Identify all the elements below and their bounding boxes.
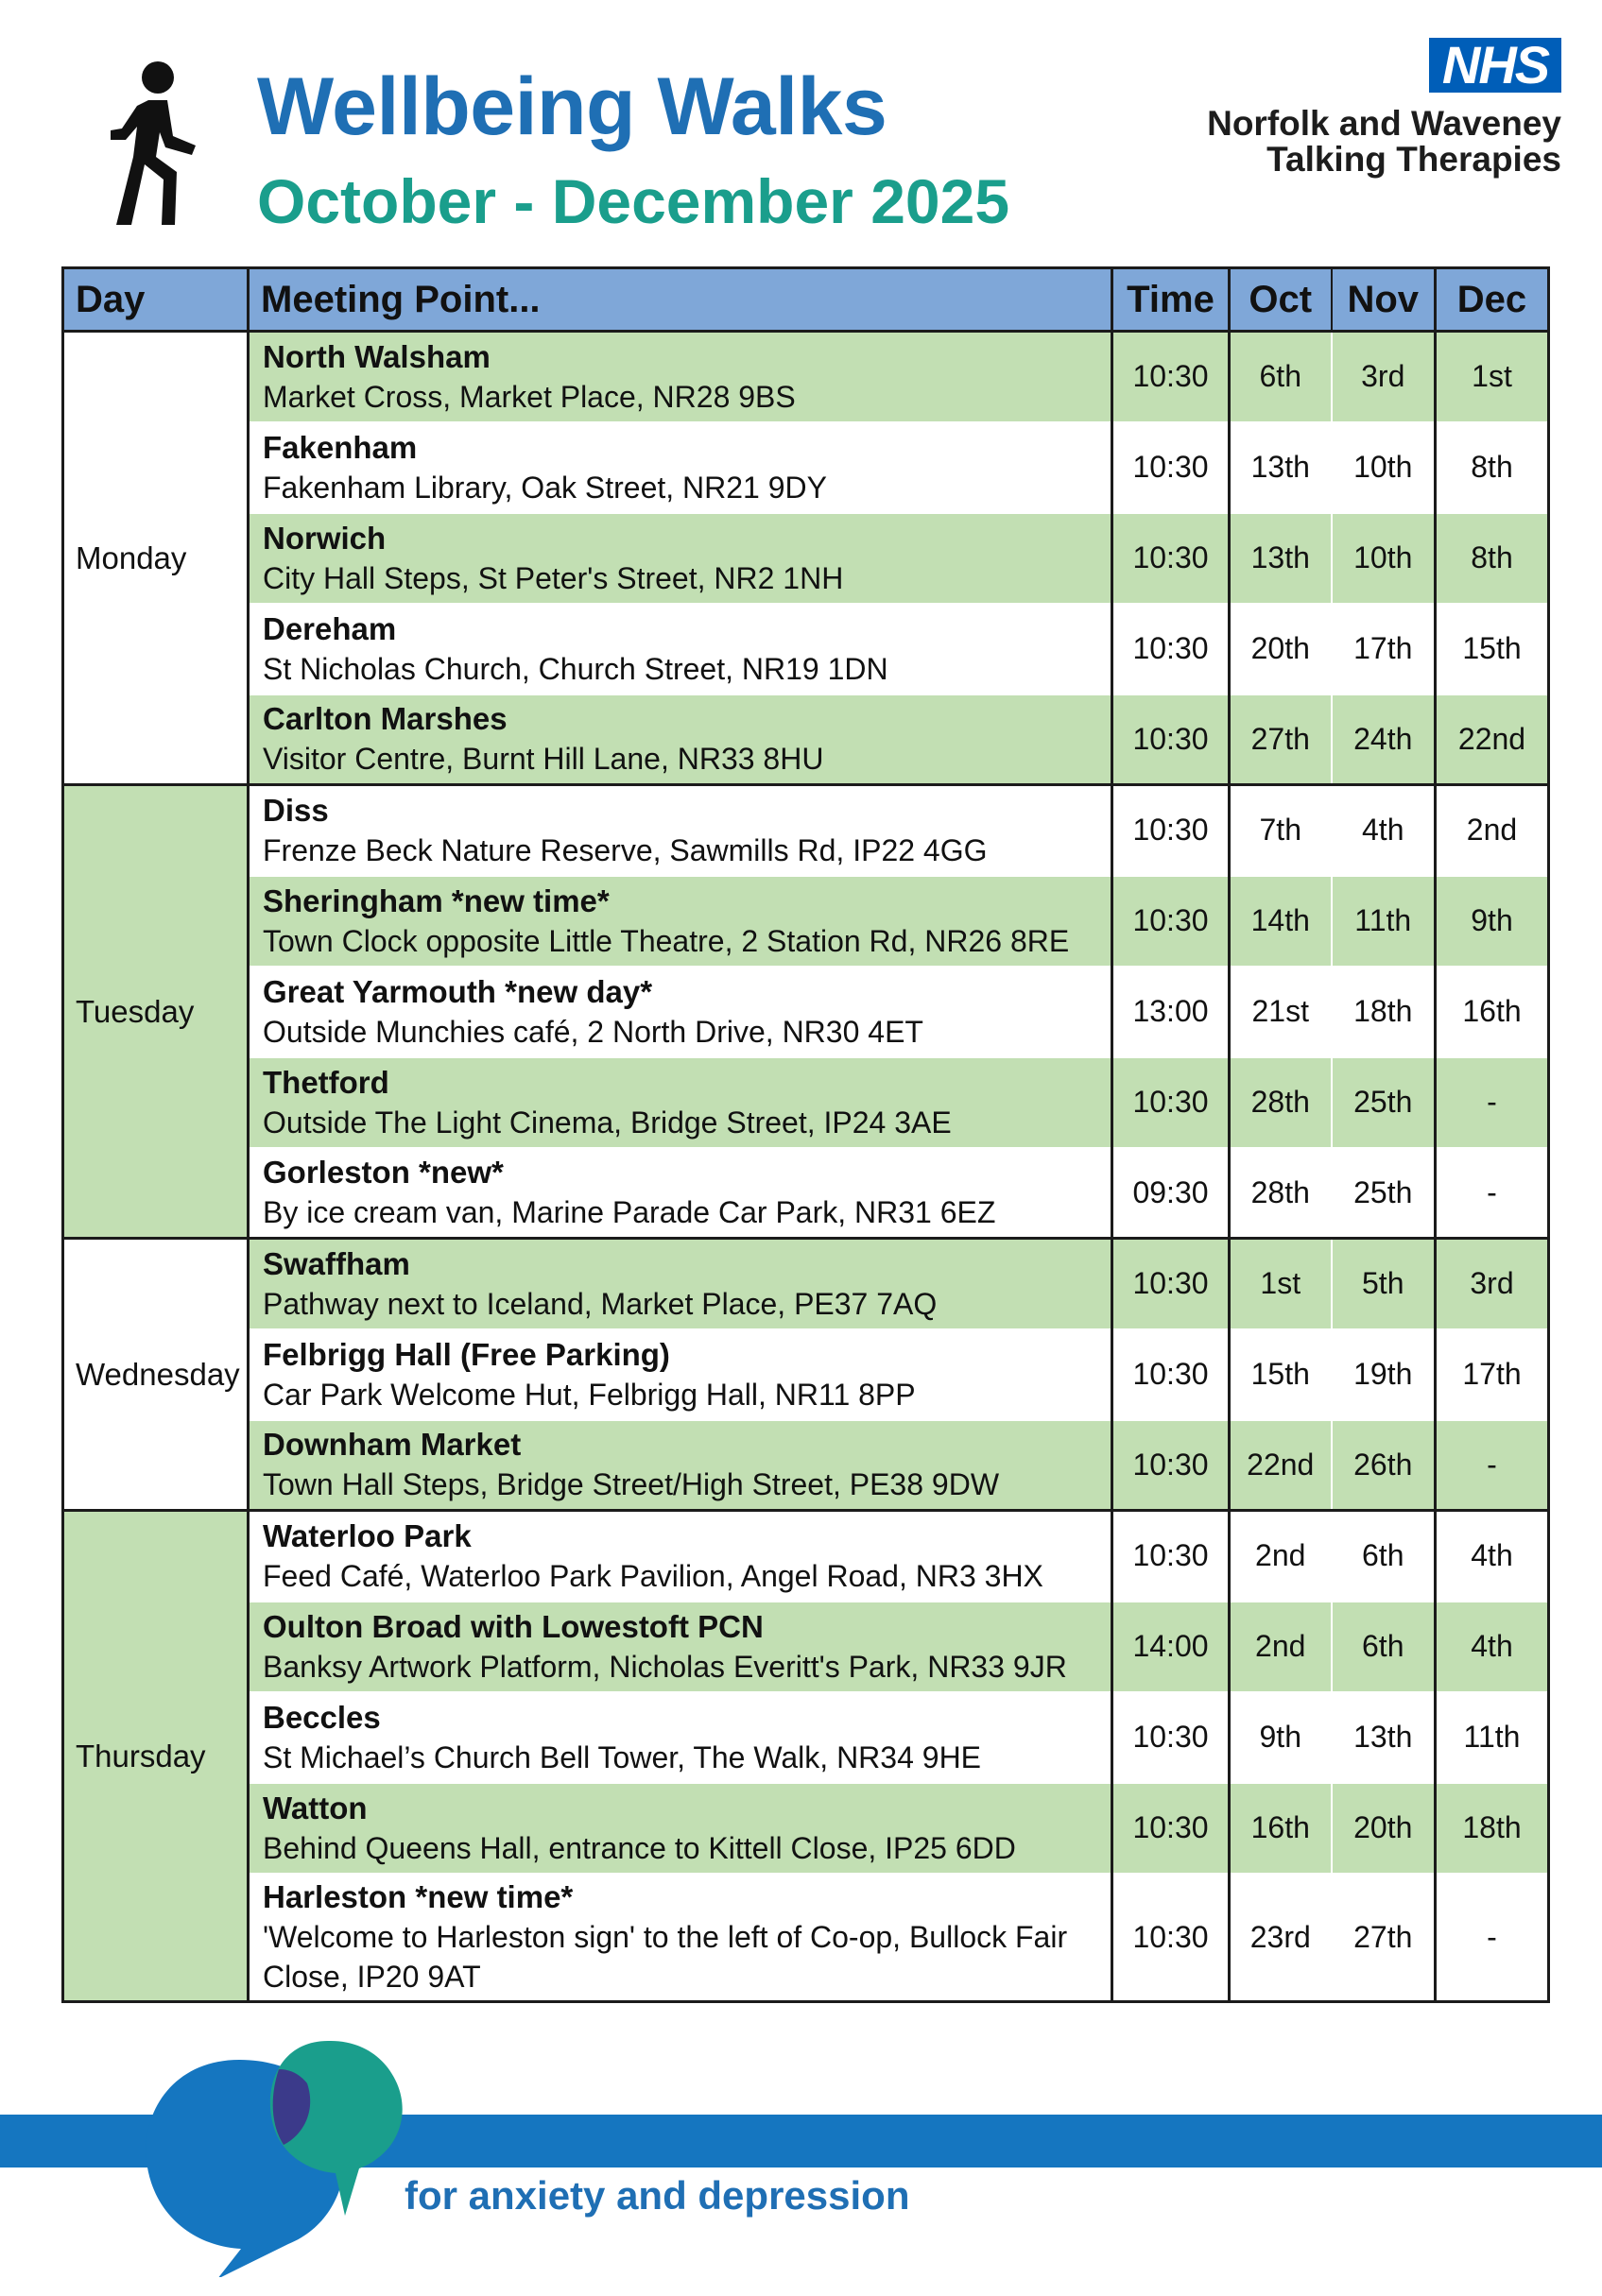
time-cell: 10:30 [1112,422,1230,513]
location-address: Outside Munchies café, 2 North Drive, NR30 4ET [263,1014,923,1049]
location-name: Thetford [263,1064,389,1100]
location-name: Sheringham *new time* [263,882,610,918]
table-row [63,1511,1549,1602]
day-cell: Thursday [63,1511,249,2002]
dec-date-cell: 3rd [1436,1239,1549,1329]
oct-date-cell: 6th [1230,332,1332,422]
dec-date-cell: - [1436,1057,1549,1148]
walking-person-icon [90,59,213,229]
time-cell: 13:00 [1112,967,1230,1057]
table-row [63,422,1549,513]
location-name: Oulton Broad with Lowestoft PCN [263,1608,764,1644]
dec-date-cell: 18th [1436,1783,1549,1874]
organisation-name-line2: Talking Therapies [1266,140,1561,179]
dec-date-cell: 17th [1436,1329,1549,1420]
nov-date-cell: 25th [1332,1057,1436,1148]
location-name: Great Yarmouth *new day* [263,973,653,1009]
nov-date-cell: 11th [1332,876,1436,967]
table-row [63,1874,1549,2002]
dec-date-cell: - [1436,1148,1549,1239]
nov-date-cell: 4th [1332,785,1436,876]
location-address: Town Hall Steps, Bridge Street/High Street, PE38 9DW [263,1467,1000,1502]
oct-date-cell: 2nd [1230,1602,1332,1692]
header-oct: Oct [1230,268,1332,332]
nov-date-cell: 10th [1332,422,1436,513]
nov-date-cell: 24th [1332,694,1436,785]
meeting-point-cell [249,422,1112,513]
location-address: Fakenham Library, Oak Street, NR21 9DY [263,470,827,505]
page-subtitle: October - December 2025 [257,166,1010,236]
time-cell: 10:30 [1112,1874,1230,2002]
dec-date-cell: - [1436,1874,1549,2002]
meeting-point-cell [249,1511,1112,1602]
nov-date-cell: 6th [1332,1511,1436,1602]
organisation-name-line1: Norfolk and Waveney [1207,104,1561,143]
time-cell: 10:30 [1112,604,1230,694]
location-address: Frenze Beck Nature Reserve, Sawmills Rd, IP22 4GG [263,832,988,867]
oct-date-cell: 22nd [1230,1420,1332,1511]
table-row [63,1420,1549,1511]
location-name: Swaffham [263,1245,410,1281]
nov-date-cell: 18th [1332,967,1436,1057]
location-name: Downham Market [263,1427,522,1463]
meeting-point-cell [249,1239,1112,1329]
time-cell: 14:00 [1112,1602,1230,1692]
dec-date-cell: - [1436,1420,1549,1511]
dec-date-cell: 1st [1436,332,1549,422]
dec-date-cell: 8th [1436,422,1549,513]
table-row [63,876,1549,967]
oct-date-cell: 23rd [1230,1874,1332,2002]
location-name: Fakenham [263,429,418,465]
table-row [63,1783,1549,1874]
header-day: Day [63,268,249,332]
time-cell: 10:30 [1112,694,1230,785]
oct-date-cell: 13th [1230,513,1332,604]
time-cell: 10:30 [1112,1239,1230,1329]
meeting-point-cell [249,876,1112,967]
meeting-point-cell [249,1420,1112,1511]
oct-date-cell: 20th [1230,604,1332,694]
table-body [63,332,1549,2002]
table-row [63,1239,1549,1329]
dec-date-cell: 15th [1436,604,1549,694]
location-address: By ice cream van, Marine Parade Car Park, NR31 6EZ [263,1195,996,1230]
dec-date-cell: 4th [1436,1602,1549,1692]
header-meeting-point: Meeting Point... [249,268,1112,332]
meeting-point-cell [249,694,1112,785]
header-dec: Dec [1436,268,1549,332]
location-address: Banksy Artwork Platform, Nicholas Everitt's Park, NR33 9JR [263,1649,1067,1684]
time-cell: 10:30 [1112,332,1230,422]
table-row [63,1057,1549,1148]
location-name: Felbrigg Hall (Free Parking) [263,1336,670,1372]
oct-date-cell: 28th [1230,1057,1332,1148]
meeting-point-cell [249,785,1112,876]
time-cell: 10:30 [1112,1057,1230,1148]
nov-date-cell: 27th [1332,1874,1436,2002]
time-cell: 09:30 [1112,1148,1230,1239]
table-row [63,967,1549,1057]
location-address: Outside The Light Cinema, Bridge Street, IP24 3AE [263,1105,952,1139]
table-row [63,1148,1549,1239]
oct-date-cell: 9th [1230,1692,1332,1783]
location-name: Harleston *new time* [263,1879,574,1915]
location-name: Watton [263,1790,368,1825]
oct-date-cell: 14th [1230,876,1332,967]
time-cell: 10:30 [1112,1329,1230,1420]
day-cell: Wednesday [63,1239,249,1511]
location-address: Market Cross, Market Place, NR28 9BS [263,379,796,414]
table-row [63,1692,1549,1783]
speech-bubbles-logo-icon [128,2031,411,2277]
location-address: City Hall Steps, St Peter's Street, NR2 1NH [263,560,844,595]
nov-date-cell: 10th [1332,513,1436,604]
meeting-point-cell [249,1692,1112,1783]
location-address: Pathway next to Iceland, Market Place, PE37 7AQ [263,1286,938,1321]
location-name: Beccles [263,1699,381,1735]
oct-date-cell: 21st [1230,967,1332,1057]
footer-tagline: for anxiety and depression [405,2173,910,2218]
dec-date-cell: 8th [1436,513,1549,604]
meeting-point-cell [249,1148,1112,1239]
location-address: Behind Queens Hall, entrance to Kittell Close, IP25 6DD [263,1830,1016,1865]
location-address: Feed Café, Waterloo Park Pavilion, Angel Road, NR3 3HX [263,1558,1043,1593]
location-address: Car Park Welcome Hut, Felbrigg Hall, NR11 8PP [263,1377,916,1412]
meeting-point-cell [249,1057,1112,1148]
day-cell: Tuesday [63,785,249,1239]
oct-date-cell: 13th [1230,422,1332,513]
dec-date-cell: 16th [1436,967,1549,1057]
nov-date-cell: 17th [1332,604,1436,694]
oct-date-cell: 27th [1230,694,1332,785]
table-row [63,1602,1549,1692]
time-cell: 10:30 [1112,513,1230,604]
dec-date-cell: 2nd [1436,785,1549,876]
location-name: Carlton Marshes [263,701,508,737]
dec-date-cell: 9th [1436,876,1549,967]
oct-date-cell: 7th [1230,785,1332,876]
time-cell: 10:30 [1112,1511,1230,1602]
location-name: Dereham [263,610,397,646]
header-time: Time [1112,268,1230,332]
oct-date-cell: 15th [1230,1329,1332,1420]
meeting-point-cell [249,1874,1112,2002]
location-address: 'Welcome to Harleston sign' to the left of Co-op, Bullock Fair Close, IP20 9AT [263,1920,1068,1995]
dec-date-cell: 4th [1436,1511,1549,1602]
page-title: Wellbeing Walks [257,61,887,152]
nov-date-cell: 6th [1332,1602,1436,1692]
meeting-point-cell [249,604,1112,694]
location-name: Norwich [263,520,387,556]
meeting-point-cell [249,967,1112,1057]
location-name: Diss [263,792,329,828]
time-cell: 10:30 [1112,785,1230,876]
table-row [63,785,1549,876]
oct-date-cell: 16th [1230,1783,1332,1874]
nov-date-cell: 26th [1332,1420,1436,1511]
location-name: Gorleston *new* [263,1155,504,1191]
location-address: Town Clock opposite Little Theatre, 2 Station Rd, NR26 8RE [263,923,1070,958]
location-name: North Walsham [263,338,491,374]
nov-date-cell: 19th [1332,1329,1436,1420]
location-address: St Nicholas Church, Church Street, NR19 1DN [263,651,888,686]
meeting-point-cell [249,1602,1112,1692]
time-cell: 10:30 [1112,1783,1230,1874]
oct-date-cell: 28th [1230,1148,1332,1239]
time-cell: 10:30 [1112,876,1230,967]
time-cell: 10:30 [1112,1420,1230,1511]
dec-date-cell: 11th [1436,1692,1549,1783]
day-cell: Monday [63,332,249,785]
nov-date-cell: 20th [1332,1783,1436,1874]
nhs-logo: NHS [1429,38,1561,93]
oct-date-cell: 2nd [1230,1511,1332,1602]
meeting-point-cell [249,513,1112,604]
location-address: St Michael’s Church Bell Tower, The Walk, NR34 9HE [263,1739,982,1774]
nov-date-cell: 13th [1332,1692,1436,1783]
nov-date-cell: 3rd [1332,332,1436,422]
meeting-point-cell [249,1329,1112,1420]
time-cell: 10:30 [1112,1692,1230,1783]
dec-date-cell: 22nd [1436,694,1549,785]
table-row [63,1329,1549,1420]
table-row [63,332,1549,422]
location-address: Visitor Centre, Burnt Hill Lane, NR33 8HU [263,742,824,777]
table-row [63,694,1549,785]
nov-date-cell: 5th [1332,1239,1436,1329]
walks-schedule-table [61,266,1547,2003]
oct-date-cell: 1st [1230,1239,1332,1329]
location-name: Waterloo Park [263,1517,472,1553]
table-row [63,513,1549,604]
nov-date-cell: 25th [1332,1148,1436,1239]
header-nov: Nov [1332,268,1436,332]
meeting-point-cell [249,332,1112,422]
table-row [63,604,1549,694]
meeting-point-cell [249,1783,1112,1874]
table-header-row [63,268,1549,332]
